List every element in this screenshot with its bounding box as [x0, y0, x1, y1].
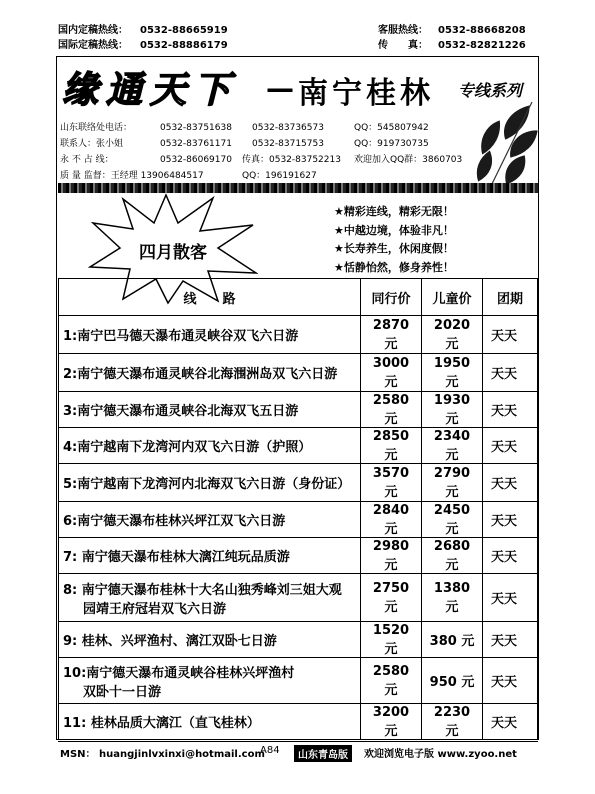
child-price: 2680 元	[422, 538, 483, 574]
child-price: 2340 元	[422, 428, 483, 464]
adult-price: 3200 元	[361, 704, 422, 740]
table-row	[59, 464, 538, 502]
brand-name: 缘通天下	[62, 69, 239, 111]
child-price: 2230 元	[422, 704, 483, 740]
table-row	[59, 658, 538, 704]
route-line: 8: 南宁德天瀑布桂林十大名山独秀峰刘三姐大观	[63, 582, 342, 598]
contact-label: 山东联络处电话：	[60, 123, 133, 133]
route-name	[59, 428, 361, 464]
slogan-item: ★ 精彩连线，精彩无限！	[334, 203, 454, 222]
departure-days: 天天	[483, 354, 538, 392]
hotline-label: 国内定稿热线：	[58, 25, 128, 36]
hotline-number: 0532-88668208	[438, 25, 526, 36]
route-subtitle: 专线系列	[458, 81, 523, 100]
departure-days: 天天	[483, 704, 538, 740]
route-line: 3:南宁德天瀑布通灵峡谷北海双飞五日游	[63, 404, 299, 419]
departure-days: 天天	[483, 392, 538, 428]
departure-days: 天天	[483, 574, 538, 622]
route-name	[59, 316, 361, 354]
footer	[58, 745, 538, 761]
edition-tag: 山东青岛版	[294, 745, 352, 762]
domestic-hotlines	[58, 23, 228, 53]
page-number: A84	[260, 745, 280, 756]
route-price-table	[58, 278, 538, 740]
adult-price: 2980 元	[361, 538, 422, 574]
table-row	[59, 392, 538, 428]
table-row	[59, 538, 538, 574]
route-title: 南宁桂林	[298, 76, 434, 111]
route-line: 9: 桂林、兴坪渔村、漓江双卧七日游	[63, 634, 277, 649]
departure-days: 天天	[483, 622, 538, 658]
route-line: 11: 桂林品质大漓江（直飞桂林）	[63, 716, 260, 731]
child-price: 950 元	[422, 658, 483, 704]
contact-phone: 0532-83715753	[252, 139, 324, 149]
child-price: 2020 元	[422, 316, 483, 354]
route-line: 6:南宁德天瀑布桂林兴坪江双飞六日游	[63, 514, 286, 529]
contact-label: 永 不 占 线：	[60, 155, 114, 165]
service-hotlines	[378, 23, 526, 53]
hotline-row	[58, 23, 228, 38]
slogan-item: ★ 长寿养生，休闲度假！	[334, 240, 454, 259]
departure-days: 天天	[483, 538, 538, 574]
table-header-row	[59, 279, 538, 316]
route-name	[59, 658, 361, 704]
promo-title: 四月散客	[139, 243, 207, 263]
contact-qq: QQ：196191627	[242, 171, 317, 181]
route-name	[59, 574, 361, 622]
hotline-number: 0532-88665919	[140, 25, 228, 36]
adult-price: 2580 元	[361, 392, 422, 428]
adult-price: 2580 元	[361, 658, 422, 704]
contact-fax: 传真：0532-83752213	[242, 155, 341, 165]
table-row	[59, 502, 538, 538]
child-price: 2450 元	[422, 502, 483, 538]
route-line: 园靖王府冠岩双飞六日游	[83, 601, 227, 617]
route-line: 5:南宁越南下龙湾河内北海双飞六日游（身份证）	[63, 477, 351, 492]
contact-qq: QQ：545807942	[354, 123, 429, 133]
msn-contact: MSN： huangjinlvxinxi@hotmail.com	[60, 749, 265, 760]
contact-phone: 0532-83761171	[160, 139, 232, 149]
contact-label: 质 量 监督：王经理 13906484517	[60, 171, 204, 181]
departure-days: 天天	[483, 502, 538, 538]
child-price: 1380 元	[422, 574, 483, 622]
route-line: 4:南宁越南下龙湾河内双飞六日游（护照）	[63, 440, 312, 455]
hotline-label: 客服热线：	[378, 25, 428, 36]
hotline-label: 国际定稿热线：	[58, 40, 128, 51]
header-child-price: 儿童价	[422, 279, 483, 316]
contact-phone: 0532-86069170	[160, 155, 232, 165]
child-price: 1930 元	[422, 392, 483, 428]
route-name	[59, 392, 361, 428]
adult-price: 3000 元	[361, 354, 422, 392]
route-line: 7: 南宁德天瀑布桂林大漓江纯玩品质游	[63, 550, 290, 565]
departure-days: 天天	[483, 464, 538, 502]
route-name	[59, 704, 361, 740]
decorative-stripe	[58, 183, 538, 193]
slogan-list	[334, 203, 454, 277]
hotline-label: 传 真：	[378, 40, 428, 51]
contact-phone: 0532-83751638	[160, 123, 232, 133]
contact-qq-group: 欢迎加入QQ群：3860703	[354, 155, 463, 165]
hotline-row	[378, 38, 526, 53]
table-row	[59, 354, 538, 392]
contact-qq: QQ：919730735	[354, 139, 429, 149]
header-adult-price: 同行价	[361, 279, 422, 316]
route-name	[59, 538, 361, 574]
adult-price: 1520 元	[361, 622, 422, 658]
table-row	[59, 704, 538, 740]
table-row	[59, 428, 538, 464]
child-price: 1950 元	[422, 354, 483, 392]
hotline-number: 0532-82821226	[438, 40, 526, 51]
header-route: 线 路	[59, 279, 361, 316]
route-line: 1:南宁巴马德天瀑布通灵峡谷双飞六日游	[63, 329, 299, 344]
departure-days: 天天	[483, 316, 538, 354]
route-name	[59, 622, 361, 658]
table-row	[59, 574, 538, 622]
hotline-number: 0532-88886179	[140, 40, 228, 51]
contact-phone: 0532-83736573	[252, 123, 324, 133]
adult-price: 2840 元	[361, 502, 422, 538]
header-departure: 团期	[483, 279, 538, 316]
title-dash: —	[266, 72, 294, 105]
adult-price: 2850 元	[361, 428, 422, 464]
route-name	[59, 502, 361, 538]
leaf-decoration-icon	[470, 100, 540, 190]
route-line: 10:南宁德天瀑布通灵峡谷桂林兴坪渔村	[63, 665, 295, 681]
adult-price: 2870 元	[361, 316, 422, 354]
adult-price: 3570 元	[361, 464, 422, 502]
departure-days: 天天	[483, 658, 538, 704]
hotline-row	[58, 38, 228, 53]
footer-rule	[58, 741, 538, 742]
contact-label: 联系人：张小姐	[60, 139, 124, 149]
table-row	[59, 622, 538, 658]
child-price: 2790 元	[422, 464, 483, 502]
slogan-item: ★ 恬静怡然，修身养性！	[334, 259, 454, 278]
route-line: 2:南宁德天瀑布通灵峡谷北海涠洲岛双飞六日游	[63, 367, 338, 382]
website-text: 欢迎浏览电子版 www.zyoo.net	[364, 749, 517, 760]
departure-days: 天天	[483, 428, 538, 464]
route-line: 双卧十一日游	[83, 684, 162, 700]
table-row	[59, 316, 538, 354]
slogan-item: ★ 中越边境，体验非凡！	[334, 222, 454, 241]
child-price: 380 元	[422, 622, 483, 658]
hotline-row	[378, 23, 526, 38]
adult-price: 2750 元	[361, 574, 422, 622]
route-name	[59, 464, 361, 502]
route-name	[59, 354, 361, 392]
banner	[58, 60, 538, 110]
